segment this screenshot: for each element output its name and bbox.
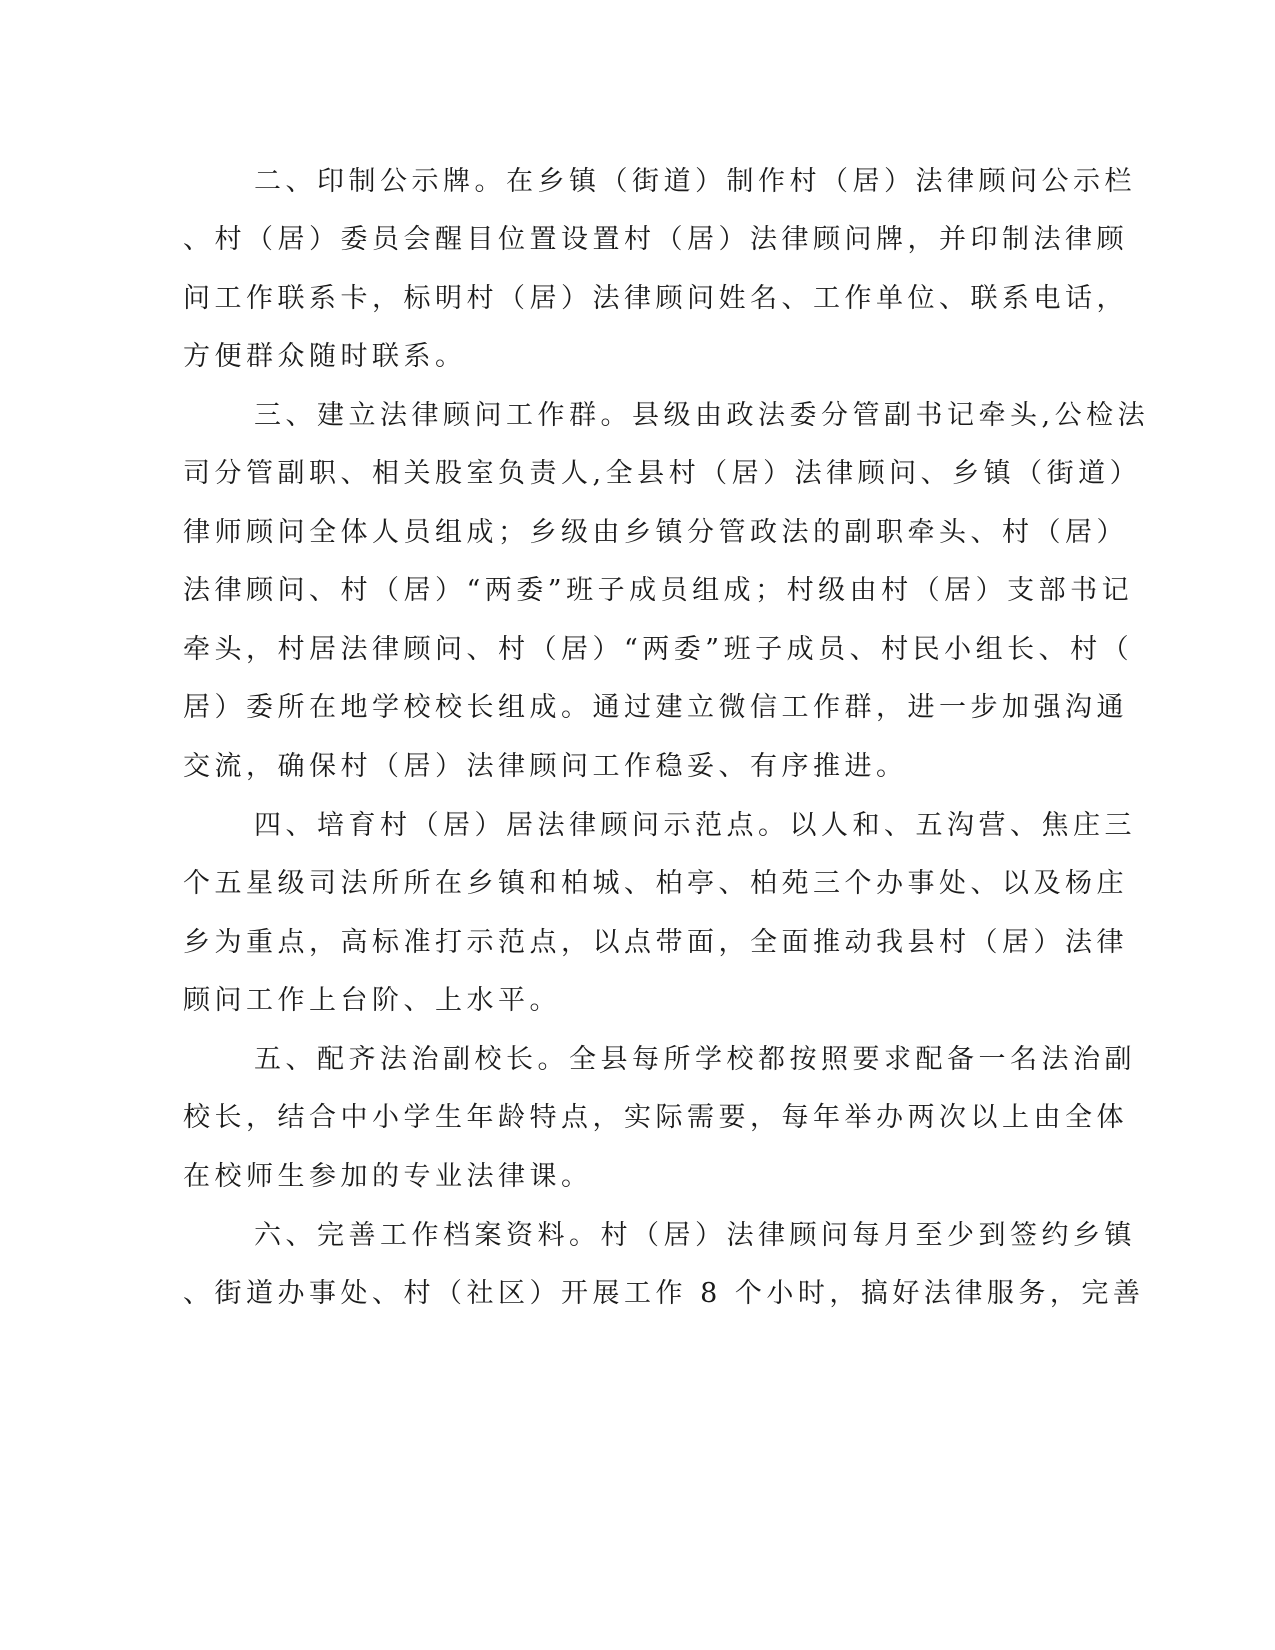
paragraph-5-line-2: 校长，结合中小学生年龄特点，实际需要，每年举办两次以上由全体: [183, 1102, 1128, 1133]
paragraph-2-line-3: 问工作联系卡，标明村（居）法律顾问姓名、工作单位、联系电话，: [183, 283, 1128, 314]
paragraph-4-line-4: 顾问工作上台阶、上水平。: [183, 985, 561, 1016]
paragraph-5-line-1: 五、配齐法治副校长。全县每所学校都按照要求配备一名法治副: [254, 1044, 1136, 1075]
paragraph-3-line-5: 牵头，村居法律顾问、村（居）“两委”班子成员、村民小组长、村（: [183, 634, 1134, 665]
paragraph-4-line-2: 个五星级司法所所在乡镇和柏城、柏亭、柏苑三个办事处、以及杨庄: [183, 868, 1128, 899]
paragraph-3-line-6: 居）委所在地学校校长组成。通过建立微信工作群，进一步加强沟通: [183, 692, 1128, 723]
paragraph-4-line-3: 乡为重点，高标准打示范点，以点带面，全面推动我县村（居）法律: [183, 927, 1128, 958]
paragraph-2-line-1: 二、印制公示牌。在乡镇（街道）制作村（居）法律顾问公示栏: [254, 166, 1136, 197]
paragraph-2-line-4: 方便群众随时联系。: [183, 341, 467, 372]
paragraph-3-line-2: 司分管副职、相关股室负责人,全县村（居）法律顾问、乡镇（街道）: [183, 458, 1142, 489]
paragraph-3-line-1: 三、建立法律顾问工作群。县级由政法委分管副书记牵头,公检法: [254, 400, 1150, 431]
paragraph-3-line-7: 交流，确保村（居）法律顾问工作稳妥、有序推进。: [183, 751, 908, 782]
paragraph-3-line-4: 法律顾问、村（居）“两委”班子成员组成；村级由村（居）支部书记: [183, 575, 1134, 606]
paragraph-2-line-2: 、村（居）委员会醒目位置设置村（居）法律顾问牌，并印制法律顾: [183, 224, 1128, 255]
paragraph-3-line-3: 律师顾问全体人员组成；乡级由乡镇分管政法的副职牵头、村（居）: [183, 517, 1128, 548]
paragraph-6-line-2: 、街道办事处、村（社区）开展工作 8 个小时，搞好法律服务，完善: [183, 1278, 1145, 1309]
paragraph-5-line-3: 在校师生参加的专业法律课。: [183, 1161, 593, 1192]
paragraph-6-line-1: 六、完善工作档案资料。村（居）法律顾问每月至少到签约乡镇: [254, 1220, 1136, 1251]
paragraph-4-line-1: 四、培育村（居）居法律顾问示范点。以人和、五沟营、焦庄三: [254, 810, 1136, 841]
